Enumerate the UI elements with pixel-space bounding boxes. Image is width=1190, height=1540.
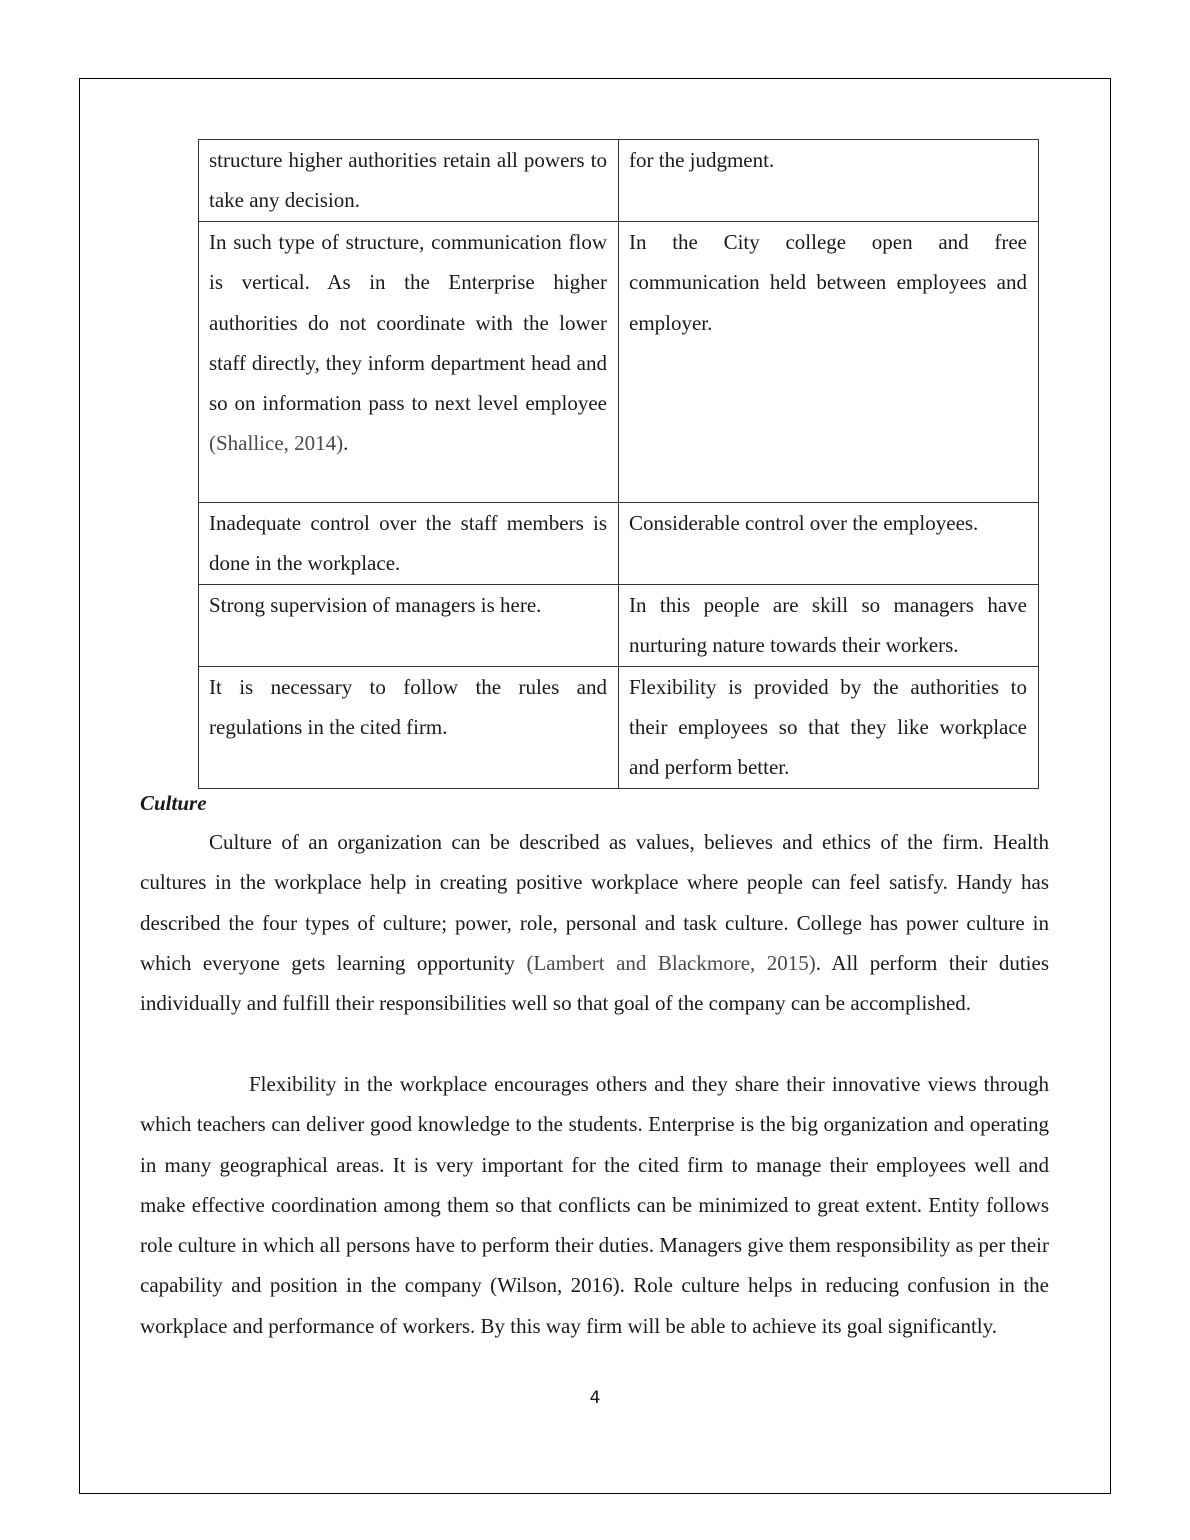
table-row: [199, 666, 1039, 788]
page-number: 4: [589, 1388, 601, 1408]
table-cell-right: In the City college open and free communication held between employees and employer.: [619, 222, 1039, 503]
table-cell-right: for the judgment.: [619, 140, 1039, 222]
table-cell-right: In this people are skill so managers have nurturing nature towards their workers.: [619, 585, 1039, 667]
table-row: [199, 585, 1039, 667]
table-cell-right: Flexibility is provided by the authorities to their employees so that they like workplace and perform better.: [619, 666, 1039, 788]
paragraph-text-end: . All perform their duties individually and fulfill their responsibilities well so that goal of the company can be accomplished.: [140, 950, 1050, 1016]
table-row: [199, 222, 1039, 503]
paragraph-2: Flexibility in the workplace encourages others and they share their innovative views through which teachers can deliver good knowledge to the students. Enterprise is the big organization and operating in many geographical areas. It is very important for the cited firm to manage their employees well and make effective coordination among them so that conflicts can be minimized to great extent. Entity follows role culture in which all persons have to perform their duties. Managers give them responsibility as per their capability and position in the company (Wilson, 2016). Role culture helps in reducing confusion in the workplace and performance of workers. By this way firm will be able to achieve its goal significantly.: [140, 1072, 1049, 1338]
comparison-table: [198, 139, 1039, 789]
paragraph-text: Culture of an organization can be described as values, believes and ethics of the firm. Health cultures in the workplace help in creating positive workplace where people can feel satisfy. Handy has described the four types of culture; power, role, personal and task culture. College has power culture in which everyone gets learning opportunity: [140, 830, 1049, 975]
table-row: [199, 140, 1039, 222]
table-cell-left: Inadequate control over the staff members is done in the workplace.: [199, 503, 619, 585]
table-cell-left: Strong supervision of managers is here.: [199, 585, 619, 667]
citation: (Shallice, 2014): [209, 431, 344, 456]
paragraph-1: [140, 822, 1049, 1023]
section-heading: Culture: [140, 791, 207, 815]
table-cell-left: It is necessary to follow the rules and regulations in the cited firm.: [199, 666, 619, 788]
table-row: [199, 503, 1039, 585]
table-cell-left: structure higher authorities retain all powers to take any decision.: [199, 140, 619, 222]
citation: (Lambert and Blackmore, 2015): [526, 950, 816, 975]
cell-text: In such type of structure, communication flow is vertical. As in the Enterprise higher authorities do not coordinate with the lower staff directly, they inform department head and so on information pass to next level employee: [209, 230, 607, 416]
table-cell-right: Considerable control over the employees.: [619, 503, 1039, 585]
cell-text-end: .: [343, 431, 349, 456]
table-cell-left: [199, 222, 619, 503]
